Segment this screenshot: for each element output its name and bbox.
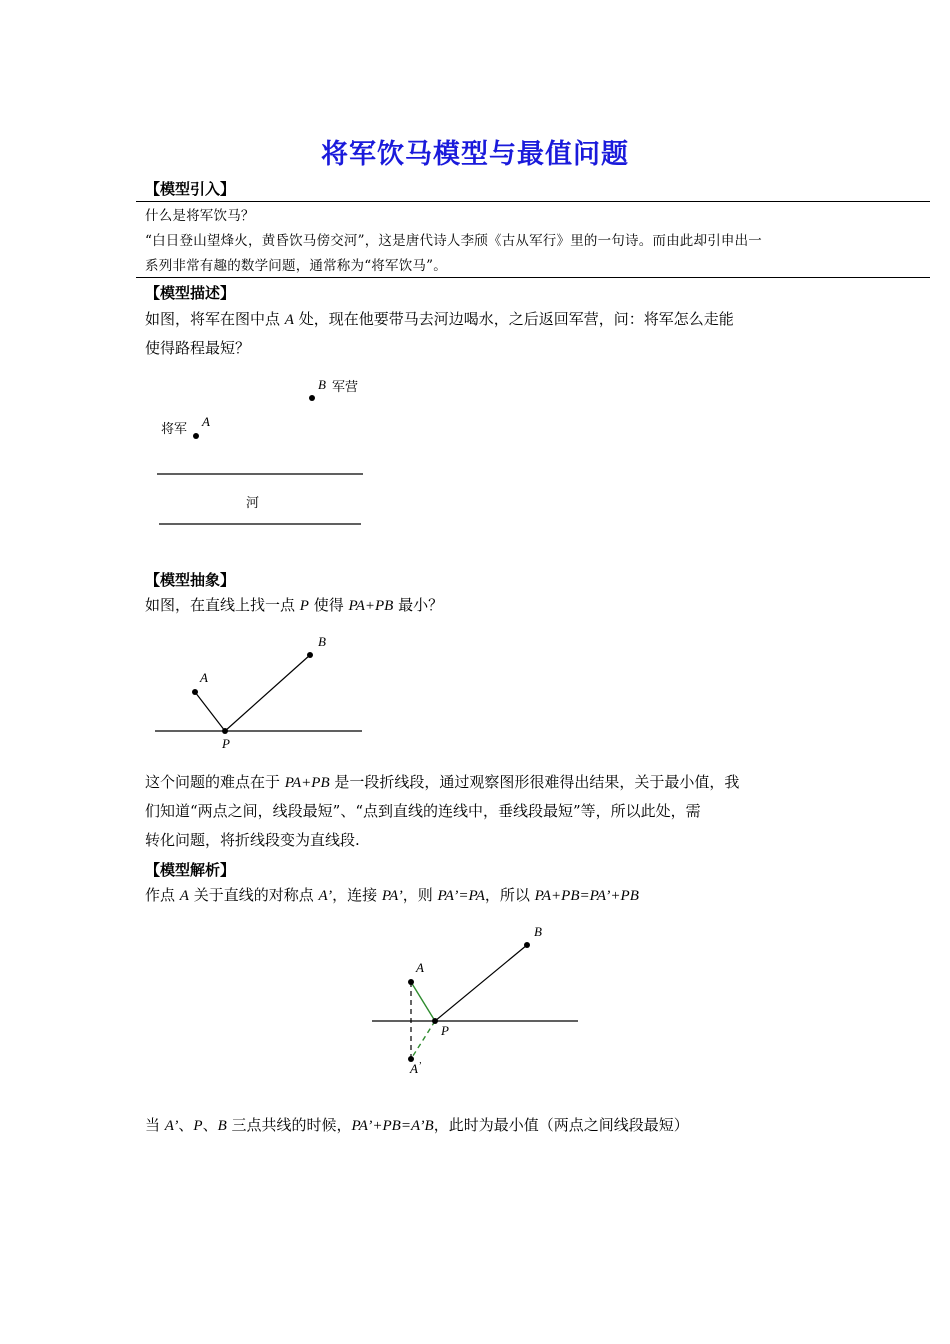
section-heading-intro: 【模型引入】 (145, 180, 236, 198)
fig1-label-camp: 军营 (332, 380, 359, 395)
intro-paragraph-line2: 系列非常有趣的数学问题，通常称为“将军饮马”。 (145, 258, 447, 274)
point-a-dot (408, 979, 414, 985)
fig1-label-b: B (318, 377, 326, 392)
discussion-line1: 这个问题的难点在于 PA+PB 是一段折线段，通过观察图形很难得出结果，关于最小值，我 (145, 773, 740, 791)
segment-pa (195, 692, 225, 731)
fig2-label-b: B (318, 634, 326, 649)
fig1-label-general: 将军 (161, 422, 188, 437)
fig3-label-a-prime: A’ (410, 1061, 422, 1076)
segment-pa-green (411, 982, 435, 1021)
figure-broken-line (150, 640, 370, 750)
fig2-label-a: A (200, 670, 208, 685)
intro-top-rule (136, 201, 930, 202)
segment-pb (435, 945, 527, 1021)
segment-pb (225, 655, 310, 731)
page-title: 将军饮马模型与最值问题 (321, 139, 629, 170)
abstraction-line1: 如图，在直线上找一点 P 使得 PA+PB 最小？ (145, 596, 444, 614)
section-heading-description: 【模型描述】 (145, 284, 236, 302)
section-heading-abstraction: 【模型抽象】 (145, 571, 236, 589)
intro-bottom-rule (136, 277, 930, 278)
discussion-line2: 们知道“两点之间，线段最短”、“点到直线的连线中，垂线段最短”等，所以此处，需 (145, 802, 701, 820)
point-a-dot (193, 433, 199, 439)
description-line2: 使得路程最短？ (145, 339, 251, 357)
discussion-line3: 转化问题，将折线段变为直线段. (145, 831, 360, 849)
point-b-dot (524, 942, 530, 948)
point-p-dot (432, 1018, 438, 1024)
point-a-dot (192, 689, 198, 695)
fig1-label-river: 河 (246, 496, 260, 511)
segment-pa-prime-dashed (411, 1021, 435, 1059)
section-heading-analysis: 【模型解析】 (145, 861, 236, 879)
intro-paragraph-line1: “白日登山望烽火，黄昏饮马傍交河”，这是唐代诗人李颀《古从军行》里的一句诗。而由此却引申出一 (145, 233, 763, 249)
fig3-label-b: B (534, 924, 542, 939)
conclusion-line: 当 A’、P、B 三点共线的时候，PA’+PB=A’B，此时为最小值（两点之间线段最短） (145, 1116, 689, 1134)
fig1-label-a: A (202, 414, 210, 429)
point-p-dot (222, 728, 228, 734)
fig2-label-p: P (222, 736, 230, 751)
point-b-dot (307, 652, 313, 658)
fig3-label-a: A (416, 960, 424, 975)
figure-reflection (365, 930, 585, 1080)
point-b-dot (309, 395, 315, 401)
description-line1: 如图，将军在图中点 A 处，现在他要带马去河边喝水，之后返回军营，问：将军怎么走能 (145, 310, 734, 328)
intro-question: 什么是将军饮马？ (145, 208, 255, 224)
analysis-line1: 作点 A 关于直线的对称点 A’，连接 PA’，则 PA’=PA，所以 PA+PB=PA’+PB (145, 886, 639, 904)
fig3-label-p: P (441, 1023, 449, 1038)
